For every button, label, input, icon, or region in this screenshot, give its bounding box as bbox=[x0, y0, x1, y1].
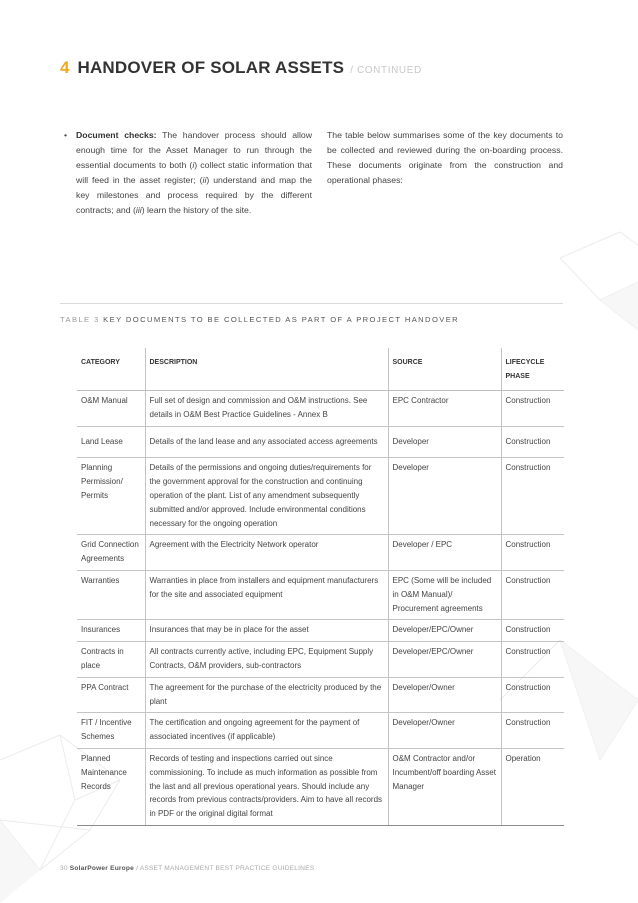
section-header bbox=[60, 58, 422, 82]
cell-description: The agreement for the purchase of the electricity produced by the plant bbox=[145, 677, 388, 713]
cell-category: Contracts in place bbox=[77, 642, 145, 678]
table-row bbox=[77, 458, 564, 535]
intro-left-column bbox=[64, 128, 312, 218]
cell-phase: Construction bbox=[501, 677, 564, 713]
table-row bbox=[77, 713, 564, 749]
bullet-text-part: ) learn the history of the site. bbox=[141, 205, 252, 215]
page-footer bbox=[60, 865, 314, 872]
section-divider bbox=[60, 303, 563, 304]
footer-document-title: / ASSET MANAGEMENT BEST PRACTICE GUIDELINES bbox=[136, 865, 315, 872]
cell-source: Developer/Owner bbox=[388, 713, 501, 749]
table-row bbox=[77, 570, 564, 619]
cell-source: EPC (Some will be included in O&M Manual)/ Procurement agreements bbox=[388, 570, 501, 619]
page-number: 30 bbox=[60, 865, 68, 872]
section-title: HANDOVER OF SOLAR ASSETS bbox=[77, 58, 345, 77]
column-header-description: DESCRIPTION bbox=[145, 348, 388, 391]
bullet-text bbox=[76, 128, 312, 218]
cell-category: Planning Permission/ Permits bbox=[77, 458, 145, 535]
bullet-lead: Document checks: bbox=[76, 130, 157, 140]
section-number: 4 bbox=[60, 58, 70, 77]
cell-description: Full set of design and commission and O&M instructions. See details in O&M Best Practice Guidelines - Annex B bbox=[145, 391, 388, 427]
cell-source: Developer / EPC bbox=[388, 535, 501, 571]
cell-phase: Construction bbox=[501, 713, 564, 749]
cell-source: Developer/EPC/Owner bbox=[388, 642, 501, 678]
table-row bbox=[77, 748, 564, 825]
table-title: KEY DOCUMENTS TO BE COLLECTED AS PART OF A PROJECT HANDOVER bbox=[103, 315, 460, 324]
cell-phase: Operation bbox=[501, 748, 564, 825]
cell-phase: Construction bbox=[501, 620, 564, 642]
cell-phase: Construction bbox=[501, 570, 564, 619]
cell-source: O&M Contractor and/or Incumbent/off boarding Asset Manager bbox=[388, 748, 501, 825]
cell-source: Developer/EPC/Owner bbox=[388, 620, 501, 642]
column-header-source: SOURCE bbox=[388, 348, 501, 391]
cell-phase: Construction bbox=[501, 642, 564, 678]
intro-right-column bbox=[327, 128, 563, 188]
documents-table bbox=[77, 348, 564, 826]
continued-label: / CONTINUED bbox=[350, 65, 422, 76]
column-header-phase: LIFECYCLE PHASE bbox=[501, 348, 564, 391]
cell-description: All contracts currently active, including EPC, Equipment Supply Contracts, O&M providers, sub-contractors bbox=[145, 642, 388, 678]
cell-description: The certification and ongoing agreement for the payment of associated incentives (if applicable) bbox=[145, 713, 388, 749]
footer-brand: SolarPower Europe bbox=[69, 865, 135, 872]
cell-description: Agreement with the Electricity Network operator bbox=[145, 535, 388, 571]
cell-category: Insurances bbox=[77, 620, 145, 642]
column-header-category: CATEGORY bbox=[77, 348, 145, 391]
table-caption bbox=[60, 315, 459, 324]
cell-phase: Construction bbox=[501, 391, 564, 427]
table-row bbox=[77, 426, 564, 458]
cell-source: EPC Contractor bbox=[388, 391, 501, 427]
cell-description: Insurances that may be in place for the asset bbox=[145, 620, 388, 642]
roman-numeral: iii bbox=[135, 205, 142, 215]
cell-category: PPA Contract bbox=[77, 677, 145, 713]
cell-category: Land Lease bbox=[77, 426, 145, 458]
cell-source: Developer bbox=[388, 458, 501, 535]
cell-category: FIT / Incentive Schemes bbox=[77, 713, 145, 749]
cell-description: Warranties in place from installers and equipment manufacturers for the site and associated equipment bbox=[145, 570, 388, 619]
cell-description: Details of the permissions and ongoing duties/requirements for the government approval for the construction and continuing operation of the plant. List of any amendment subsequently submitted and/or approved. Include environmental conditions necessary for the ongoing operation bbox=[145, 458, 388, 535]
roman-numeral: ii bbox=[202, 175, 207, 185]
cell-category: Warranties bbox=[77, 570, 145, 619]
cell-source: Developer bbox=[388, 426, 501, 458]
bullet-text-part: The handover process should allow enough time for the Asset Manager to run through the essential documents to both ( bbox=[76, 130, 312, 170]
table-row bbox=[77, 620, 564, 642]
table-label: TABLE 3 bbox=[60, 315, 100, 324]
bullet-text-part: ) collect static information that will feed in the asset register; ( bbox=[76, 160, 312, 185]
bullet-item bbox=[64, 128, 312, 218]
cell-category: Grid Connection Agreements bbox=[77, 535, 145, 571]
cell-description: Details of the land lease and any associated access agreements bbox=[145, 426, 388, 458]
table-row bbox=[77, 677, 564, 713]
table-header-row bbox=[77, 348, 564, 391]
bullet-icon: • bbox=[64, 130, 68, 140]
cell-category: O&M Manual bbox=[77, 391, 145, 427]
roman-numeral: i bbox=[192, 160, 195, 170]
table-row bbox=[77, 642, 564, 678]
table-row bbox=[77, 535, 564, 571]
table-row bbox=[77, 391, 564, 427]
cell-phase: Construction bbox=[501, 426, 564, 458]
cell-description: Records of testing and inspections carried out since commissioning. To include as much information as possible from the last and all previous operational years. Should include any records from previous contracts/providers. Aim to have all records in PDF or the original digital format bbox=[145, 748, 388, 825]
bullet-text-part: ) understand and map the key milestones and process required by the different contracts; and ( bbox=[76, 175, 312, 215]
cell-phase: Construction bbox=[501, 535, 564, 571]
cell-source: Developer/Owner bbox=[388, 677, 501, 713]
cell-phase: Construction bbox=[501, 458, 564, 535]
cell-category: Planned Maintenance Records bbox=[77, 748, 145, 825]
intro-paragraph: The table below summarises some of the key documents to be collected and reviewed during the on-boarding process. These documents originate from the construction and operational phases: bbox=[327, 130, 563, 185]
